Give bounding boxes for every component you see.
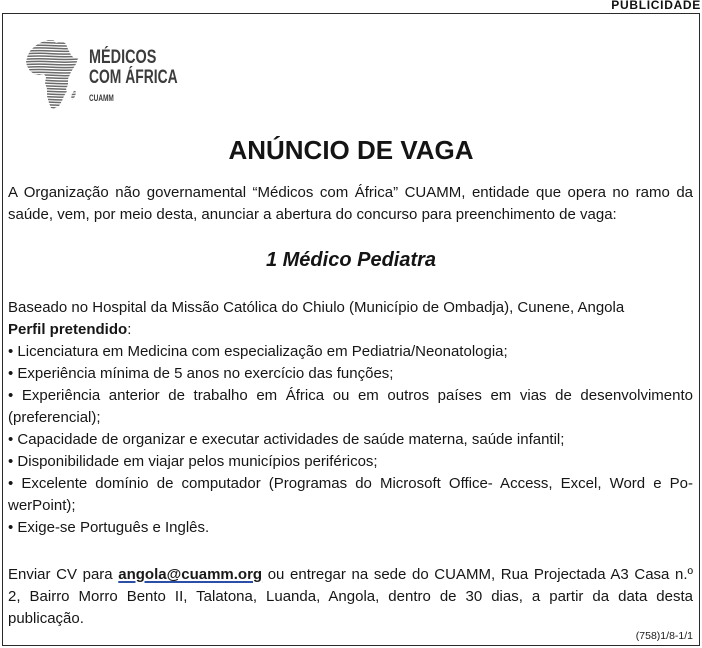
logo-stripe bbox=[26, 48, 78, 49]
logo-stripe bbox=[26, 56, 78, 57]
logo-stripe bbox=[26, 75, 78, 76]
contact-suffix: ou entregar na sede do CUAMM, Rua Projectada A3 Casa n.º bbox=[262, 566, 694, 583]
logo-name-line-2: COM ÁFRICA bbox=[89, 67, 178, 88]
logo-stripe bbox=[26, 80, 78, 81]
requirement-line: • Excelente domínio de computador (Programas do Microsoft Office- Access, Excel, Word e Po- bbox=[8, 475, 693, 492]
requirement-line: • Experiência mínima de 5 anos no exercício das funções; bbox=[8, 365, 394, 382]
logo-stripe bbox=[26, 99, 78, 100]
profile-heading: Perfil pretendido bbox=[8, 321, 128, 338]
requirement-item bbox=[8, 385, 693, 429]
requirement-item bbox=[8, 429, 693, 451]
profile-heading-suffix: : bbox=[127, 321, 132, 338]
requirement-line: • Experiência anterior de trabalho em África ou em outros países em vias de desenvolvimento bbox=[8, 387, 693, 404]
logo-stripe bbox=[26, 70, 78, 71]
job-location: Baseado no Hospital da Missão Católica do Chiulo (Município de Ombadja), Cunene, Angola bbox=[8, 299, 625, 316]
requirement-line: (preferencial); bbox=[8, 409, 101, 426]
contact-line bbox=[8, 564, 693, 586]
intro-line: A Organização não governamental “Médicos com África” CUAMM, entidade que opera no ramo da bbox=[8, 184, 693, 201]
logo-stripe bbox=[26, 94, 78, 95]
logo-stripe bbox=[26, 43, 78, 44]
logo-stripes bbox=[26, 40, 78, 108]
email-link[interactable]: angola@cuamm.org bbox=[118, 566, 263, 583]
logo-stripe bbox=[26, 53, 78, 54]
contact-line: 2, Bairro Morro Bento II, Talatona, Luanda, Angola, dentro de 30 dias, a partir da data desta bbox=[8, 588, 693, 605]
contact-prefix: Enviar CV para bbox=[8, 566, 119, 583]
requirement-item bbox=[8, 473, 693, 517]
logo-stripe bbox=[26, 72, 78, 73]
logo-stripe bbox=[26, 105, 78, 106]
requirement-item bbox=[8, 451, 693, 473]
job-position-title: 1 Médico Pediatra bbox=[265, 249, 437, 271]
ad-title: ANÚNCIO DE VAGA bbox=[228, 135, 474, 165]
africa-logo-icon bbox=[26, 39, 78, 109]
requirement-line: • Licenciatura em Medicina com especialização em Pediatria/Neonatologia; bbox=[8, 343, 508, 360]
contact-line: publicação. bbox=[8, 610, 84, 627]
contact-paragraph bbox=[8, 564, 693, 630]
logo-stripe bbox=[26, 78, 78, 79]
logo-stripe bbox=[26, 67, 78, 68]
logo-stripe bbox=[26, 86, 78, 87]
logo-stripe bbox=[26, 64, 78, 65]
logo-name-line-1: MÉDICOS bbox=[89, 47, 157, 68]
logo-stripe bbox=[26, 107, 78, 108]
ad-reference-code: (758)1/8-1/1 bbox=[635, 630, 693, 642]
requirement-item bbox=[8, 363, 693, 385]
logo-stripe bbox=[26, 51, 78, 52]
logo-stripe bbox=[26, 97, 78, 98]
logo-stripe bbox=[26, 45, 78, 46]
logo-stripe bbox=[26, 102, 78, 103]
logo-stripe bbox=[26, 61, 78, 62]
requirement-item bbox=[8, 341, 693, 363]
logo-stripe bbox=[26, 91, 78, 92]
profile-heading-line bbox=[8, 319, 693, 341]
logo-stripe bbox=[26, 83, 78, 84]
logo-stripe bbox=[26, 88, 78, 89]
requirement-line: • Exige-se Português e Inglês. bbox=[8, 519, 210, 536]
job-details bbox=[8, 297, 693, 539]
intro-line: saúde, vem, por meio desta, anunciar a abertura do concurso para preenchimento de vaga: bbox=[8, 206, 617, 223]
requirement-line: • Capacidade de organizar e executar actividades de saúde materna, saúde infantil; bbox=[8, 431, 565, 448]
logo-stripe bbox=[26, 40, 78, 41]
section-label: PUBLICIDADE bbox=[611, 0, 701, 12]
intro-paragraph bbox=[8, 182, 693, 226]
requirement-line: werPoint); bbox=[8, 497, 76, 514]
requirement-item bbox=[8, 517, 693, 539]
logo-stripe bbox=[26, 59, 78, 60]
logo-acronym: CUAMM bbox=[89, 93, 114, 103]
requirement-line: • Disponibilidade em viajar pelos municípios periféricos; bbox=[8, 453, 378, 470]
